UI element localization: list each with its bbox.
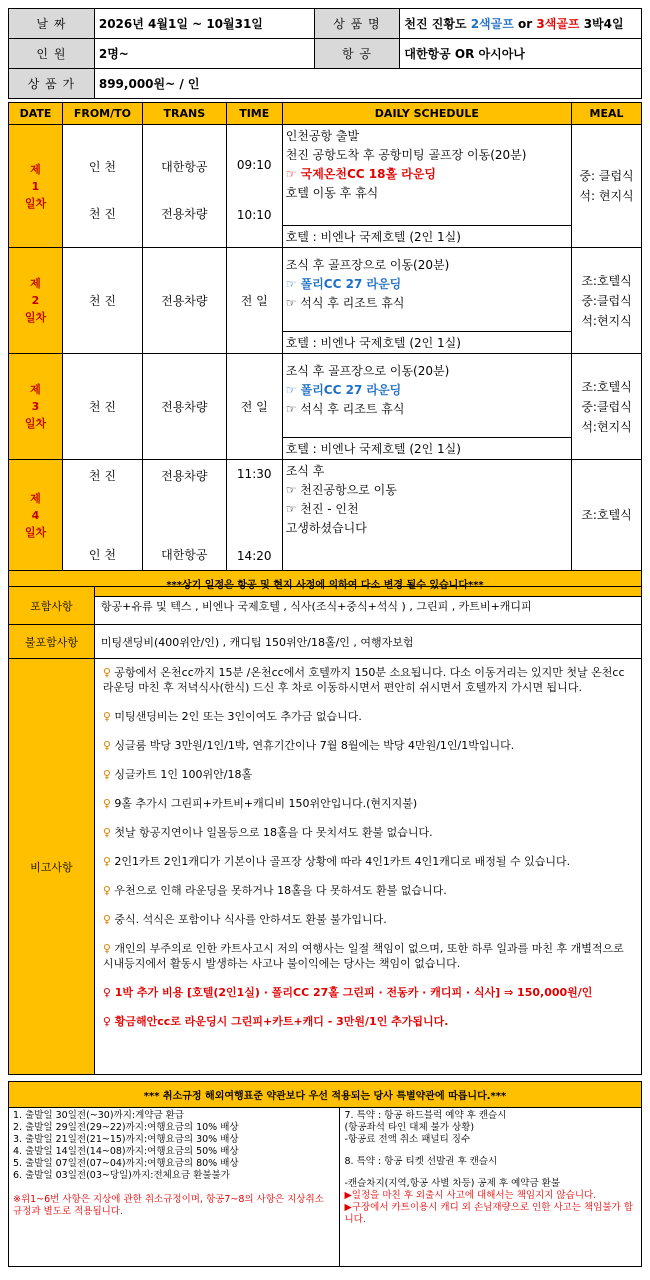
col-meal: MEAL — [572, 103, 642, 125]
day-label: 제 3 일차 — [9, 354, 63, 460]
remarks-list — [94, 659, 641, 1075]
product-value: 천진 진황도 2색골프 or 3색골프 3박4일 — [400, 9, 642, 39]
day-row — [9, 354, 642, 438]
pin-icon: ♀ — [102, 797, 111, 810]
day-label: 제 1 일차 — [9, 125, 63, 248]
remark-item: ♀ 9홀 추가시 그린피+카트비+캐디비 150위안입니다.(현지지불) — [102, 797, 418, 810]
pin-icon: ♀ — [102, 666, 111, 679]
day-row — [9, 460, 642, 571]
remark-item: ♀ 황금해안cc로 라운딩시 그린피+카트+캐디 - 3만원/1인 추가됩니다. — [102, 1015, 449, 1028]
hotel-info: 호텔 : 비엔나 국제호텔 (2인 1실) — [282, 226, 571, 248]
meal: 중: 클럽식 석: 현지식 — [572, 125, 642, 248]
from-to: 천 진 — [62, 354, 142, 460]
from-to: 천 진 인 천 — [62, 460, 142, 571]
product-label: 상 품 명 — [314, 9, 400, 39]
hotel-info: 호텔 : 비엔나 국제호텔 (2인 1실) — [282, 438, 571, 460]
pin-icon: ♀ — [102, 884, 111, 897]
remark-item: ♀ 미팅샌딩비는 2인 또는 3인이여도 추가금 없습니다. — [102, 710, 362, 723]
day-label: 제 4 일차 — [9, 460, 63, 571]
col-date: DATE — [9, 103, 63, 125]
included-value: 항공+유류 및 텍스 , 비엔나 국제호텔 , 식사(조식+중식+석식 ) , 그린피 , 카트비+캐디피 — [94, 587, 641, 625]
cancellation-table — [8, 1081, 642, 1267]
pin-icon: ♀ — [102, 913, 111, 926]
price-label: 상 품 가 — [9, 69, 95, 99]
included-label: 포함사항 — [9, 587, 95, 625]
cancellation-right: 7. 특약 : 항공 하드블럭 예약 후 캔슬시 (항공좌석 타인 대체 불가 상황) -항공료 전액 취소 패널티 징수 8. 특약 : 항공 티켓 선발권 후 캔슬시 -캔슬차지(지역,항공 사별 차등) 공제 후 예약금 환불 ▶일정을 마친 후 외출시 사고에 대해서는 책임지지 않습니다. ▶구장에서 카트이용시 캐디 외 손님재량으로 인한 사고는 책임불가 합니다. — [340, 1108, 642, 1267]
transport: 전용차량 — [142, 248, 226, 354]
pin-icon: ♀ — [102, 942, 111, 955]
date-label: 날 짜 — [9, 9, 95, 39]
remark-item: ♀ 공항에서 온천cc까지 15분 /온천cc에서 호텔까지 150분 소요됩니다. 다소 이동거리는 있지만 첫날 온천cc 라운딩 마친 후 저녁식사(한식) 드신 후 차로 이동하시면서 편안히 쉬시면서 호텔까지 가시면 됩니다. — [102, 666, 625, 694]
pin-icon: ♀ — [102, 1015, 111, 1028]
date-value: 2026년 4월1일 ~ 10월31일 — [94, 9, 314, 39]
from-to: 인 천 천 진 — [62, 125, 142, 248]
pin-icon: ♀ — [102, 768, 111, 781]
day-label: 제 2 일차 — [9, 248, 63, 354]
col-time: TIME — [226, 103, 282, 125]
remark-item: ♀ 개인의 부주의로 인한 카트사고시 저의 여행사는 일절 책임이 없으며, 또한 하루 일과를 마친 후 개별적으로 시내등지에서 활동시 발생하는 사고나 불이익에는 당사는 책임이 없습니다. — [102, 942, 624, 970]
from-to: 천 진 — [62, 248, 142, 354]
excluded-label: 불포함사항 — [9, 625, 95, 659]
meal: 조:호텔식 — [572, 460, 642, 571]
transport: 전용차량 대한항공 — [142, 460, 226, 571]
day-row — [9, 125, 642, 226]
remarks-label: 비고사항 — [9, 659, 95, 1075]
hotel-info: 호텔 : 비엔나 국제호텔 (2인 1실) — [282, 332, 571, 354]
airline-label: 항 공 — [314, 39, 400, 69]
cancellation-left: 1. 출발일 30일전(~30)까지:계약금 환급 2. 출발일 29일전(29~22)까지:여행요금의 10% 배상 3. 출발일 21일전(21~15)까지:여행요금의 30% 배상 4. 출발일 14일전(14~08)까지:여행요금의 50% 배상 5. 출발일 07일전(07~04)까지:여행요금의 80% 배상 6. 출발일 03일전(03~당일)까지:전체요금 환불불가 ※위1~6번 사항은 지상에 관한 취소규정이며, 항공7~8의 사항은 지상취소 규정과 별도로 적용됩니다. — [9, 1108, 340, 1267]
col-fromto: FROM/TO — [62, 103, 142, 125]
meal: 조:호텔식 중:클럽식 석:현지식 — [572, 354, 642, 460]
remark-item: ♀ 중식. 석식은 포함이나 식사를 안하셔도 환불 불가입니다. — [102, 913, 387, 926]
inclusions-table — [8, 586, 642, 1075]
remark-item: ♀ 1박 추가 비용 [호텔(2인1실) · 폴리CC 27홀 그린피 · 전동카 · 캐디피 · 식사] ⇒ 150,000원/인 — [102, 986, 593, 999]
remark-item: ♀ 2인1카트 2인1캐디가 기본이나 골프장 상황에 따라 4인1카트 4인1캐디로 배정될 수 있습니다. — [102, 855, 571, 868]
daily-schedule: 조식 후 골프장으로 이동(20분) ☞ 폴리CC 27 라운딩 ☞ 석식 후 리조트 휴식 — [282, 248, 571, 332]
remark-item: ♀ 싱글룸 박당 3만원/1인/1박, 연휴기간이나 7월 8월에는 박당 4만원/1인/1박입니다. — [102, 739, 515, 752]
schedule-note: ***상기 일정은 항공 및 현지 사정에 의하여 다소 변경 될수 있습니다*** — [9, 571, 642, 597]
time: 전 일 — [226, 248, 282, 354]
pin-icon: ♀ — [102, 986, 111, 999]
price-value: 899,000원~ / 인 — [94, 69, 641, 99]
product-info-table — [8, 8, 642, 99]
daily-schedule: 조식 후 골프장으로 이동(20분) ☞ 폴리CC 27 라운딩 ☞ 석식 후 리조트 휴식 — [282, 354, 571, 438]
cancellation-note: ※위1~6번 사항은 지상에 관한 취소규정이며, 항공7~8의 사항은 지상취소 규정과 별도로 적용됩니다. — [13, 1194, 324, 1217]
meal: 조:호텔식 중:클럽식 석:현지식 — [572, 248, 642, 354]
time: 11:30 14:20 — [226, 460, 282, 571]
remark-item: ♀ 첫날 항공지연이나 일몰등으로 18홀을 다 못치셔도 환불 없습니다. — [102, 826, 433, 839]
daily-schedule: 조식 후 ☞ 천진공항으로 이동 ☞ 천진 - 인천 고생하셨습니다 — [282, 460, 571, 571]
time: 전 일 — [226, 354, 282, 460]
excluded-value: 미팅샌딩비(400위안/인) , 캐디팁 150위안/18홀/인 , 여행자보험 — [94, 625, 641, 659]
airline-value: 대한항공 OR 아시아나 — [400, 39, 642, 69]
cancellation-title: *** 취소규정 해외여행표준 약관보다 우선 적용되는 당사 특별약관에 따릅니다.*** — [9, 1082, 642, 1108]
schedule-header-row — [9, 103, 642, 125]
pin-icon: ♀ — [102, 826, 111, 839]
remark-item: ♀ 싱글카트 1인 100위안/18홀 — [102, 768, 253, 781]
schedule-table — [8, 102, 642, 597]
people-label: 인 원 — [9, 39, 95, 69]
pin-icon: ♀ — [102, 855, 111, 868]
daily-schedule: 인천공항 출발 천진 공항도착 후 공항미팅 골프장 이동(20분) ☞ 국제온천CC 18홀 라운딩 호텔 이동 후 휴식 — [282, 125, 571, 226]
transport: 전용차량 — [142, 354, 226, 460]
col-trans: TRANS — [142, 103, 226, 125]
time: 09:10 10:10 — [226, 125, 282, 248]
day-row — [9, 248, 642, 332]
pin-icon: ♀ — [102, 739, 111, 752]
pin-icon: ♀ — [102, 710, 111, 723]
col-schedule: DAILY SCHEDULE — [282, 103, 571, 125]
remark-item: ♀ 우천으로 인해 라운딩을 못하거나 18홀을 다 못하셔도 환불 없습니다. — [102, 884, 447, 897]
people-value: 2명~ — [94, 39, 314, 69]
transport: 대한항공 전용차량 — [142, 125, 226, 248]
